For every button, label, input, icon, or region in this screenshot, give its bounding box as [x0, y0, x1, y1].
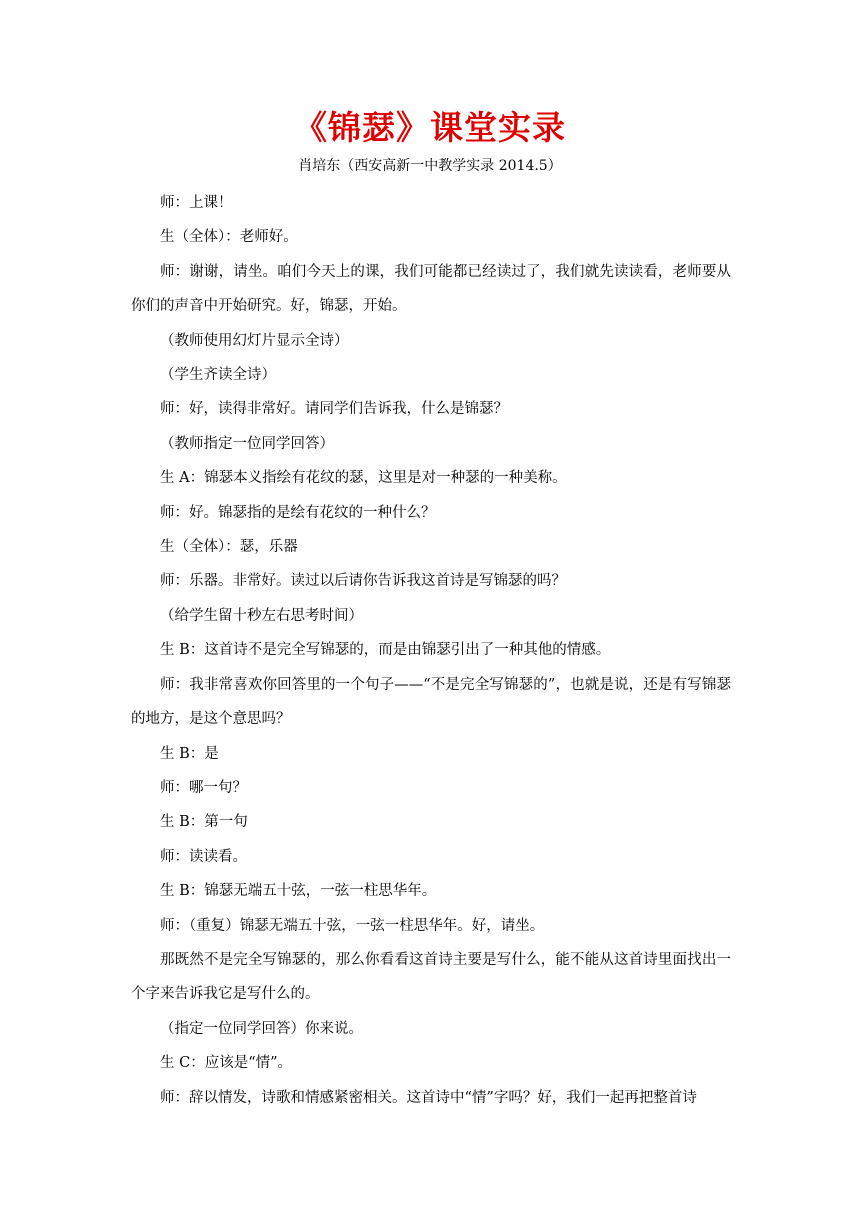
paragraph: 生（全体）：老师好。 [160, 229, 298, 246]
paragraph: （给学生留十秒左右思考时间） [160, 607, 363, 624]
document-subtitle: 肖培东（西安高新一中教学实录 2014.5） [298, 158, 562, 174]
paragraph: （指定一位同学回答）你来说。 [160, 1020, 363, 1037]
paragraph: （教师指定一位同学回答） [160, 435, 334, 452]
paragraph: （学生齐读全诗） [160, 367, 276, 384]
paragraph: 生 B：这首诗不是完全写锦瑟的，而是由锦瑟引出了一种其他的情感。 [160, 642, 611, 659]
paragraph: 生 B：锦瑟无端五十弦，一弦一柱思华年。 [160, 883, 437, 900]
paragraph: 师：乐器。非常好。读过以后请你告诉我这首诗是写锦瑟的吗？ [160, 573, 566, 590]
paragraph: （教师使用幻灯片显示全诗） [160, 332, 349, 349]
paragraph: 师：辞以情发，诗歌和情感紧密相关。这首诗中“情”字吗？好，我们一起再把整首诗 [160, 1089, 697, 1106]
paragraph: 师：上课！ [160, 195, 233, 211]
paragraph: 生 C：应该是“情”。 [160, 1055, 293, 1072]
paragraph: 生 B：是 [160, 745, 219, 762]
paragraph: 师：我非常喜欢你回答里的一个句子——“不是完全写锦瑟的”，也就是说，还是有写锦瑟的地方，是这个意思吗？ [131, 676, 731, 728]
paragraph: 师：谢谢，请坐。咱们今天上的课，我们可能都已经读过了，我们就先读读看，老师要从你们的声音中开始研究。好，锦瑟，开始。 [131, 263, 731, 315]
paragraph: 师：好。锦瑟指的是绘有花纹的一种什么？ [160, 504, 436, 521]
paragraph: 师：（重复）锦瑟无端五十弦，一弦一柱思华年。好，请坐。 [160, 917, 545, 934]
paragraph: 生 B：第一句 [160, 814, 248, 831]
document-title: 《锦瑟》课堂实录 [294, 108, 566, 147]
paragraph: 生 A：锦瑟本义指绘有花纹的瑟，这里是对一种瑟的一种美称。 [160, 470, 567, 487]
paragraph: 师：读读看。 [160, 848, 247, 865]
transcript-body [131, 186, 731, 1115]
paragraph: 师：哪一句？ [160, 779, 247, 796]
paragraph: 师：好，读得非常好。请同学们告诉我，什么是锦瑟？ [160, 401, 508, 418]
paragraph: 生（全体）：瑟，乐器 [160, 539, 298, 556]
paragraph: 那既然不是完全写锦瑟的，那么你看看这首诗主要是写什么，能不能从这首诗里面找出一个字来告诉我它是写什么的。 [131, 951, 731, 1003]
